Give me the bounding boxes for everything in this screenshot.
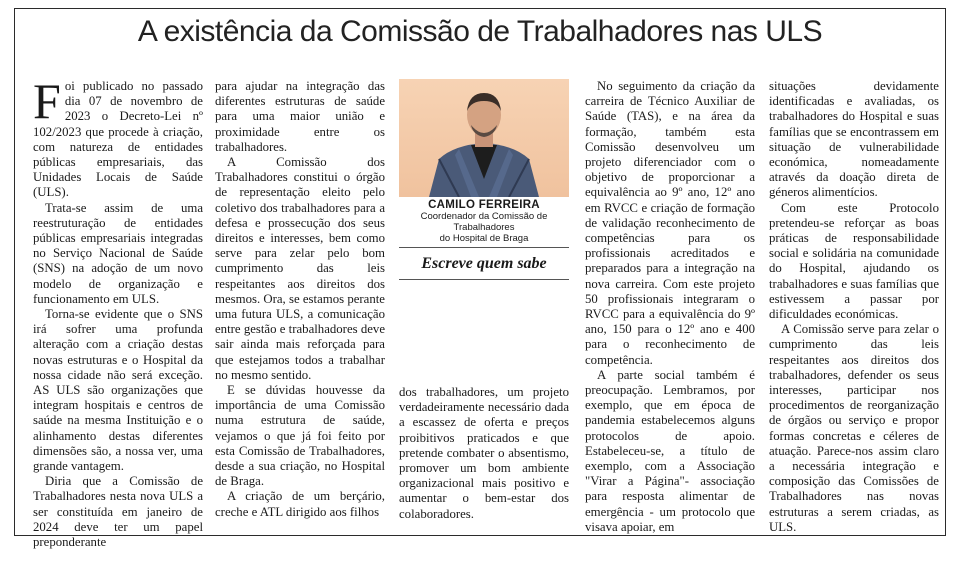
paragraph: situações devidamente identificadas e avaliadas, os trabalhadores do Hospital e suas famílias que se encontrassem em situação de vulnerabilidade económica, nomeadamente através da doação direta de géneros alimentícios. [769, 79, 939, 200]
section-title: Escreve quem sabe [421, 255, 547, 272]
newspaper-page [14, 8, 946, 550]
paragraph: Diria que a Comissão de Trabalhadores nesta nova ULS a ser constituída em janeiro de 2024 deve ter um papel preponderante [33, 474, 203, 550]
drop-cap: F [33, 73, 61, 129]
author-role: Coordenador da Comissão de Trabalhadores [420, 211, 548, 233]
headline: A existência da Comissão de Trabalhadores nas ULS [137, 15, 823, 48]
paragraph: A parte social também é preocupação. Lembramos, por exemplo, que em época de pandemia estabelecemos alguns protocolos de apoio. Estabeleceu-se, a título de exemplo, com a Associação "Virar a Página"- associação para resposta alimentar de emergência - um protocolo que visava apoiar, em [585, 367, 755, 534]
paragraph: Com este Protocolo pretendeu-se reforçar as boas práticas de responsabilidade social e solidária na comunidade do Hospital, ajudando os trabalhadores e suas famílias que estivessem a passar por dificuldades económicas. [769, 200, 939, 322]
article-column-5 [769, 79, 939, 535]
paragraph: E se dúvidas houvesse da importância de uma Comissão numa estrutura de saúde, vejamos o que já foi feito por esta Comissão de Trabalhadores, desde a sua criação, no Hospital de Braga. [215, 383, 385, 489]
paragraph: A Comissão dos Trabalhadores constitui o órgão de representação eleito pelo coletivo dos trabalhadores para a defesa e prossecução dos seus direitos e interesses, bem como serve para zelar pelo bom cumprimento das leis respeitantes aos direitos dos mesmos. Ora, se estamos perante uma futura ULS, a comunicação entre gestão e trabalhadores deve sair ainda mais reforçada para que estejamos todos a trabalhar no mesmo sentido. [215, 155, 385, 382]
article-column-1 [33, 73, 203, 550]
author-byline [399, 199, 569, 244]
paragraph: dos trabalhadores, um projeto verdadeiramente necessário dada a escassez de oferta e preços proibitivos praticados e que pretende combater o absentismo, promover um bom ambiente organizacional mais positivo e aumentar o bem-estar dos colaboradores. [399, 385, 569, 521]
article-column-2 [215, 79, 385, 520]
article-column-4 [585, 79, 755, 535]
author-affiliation: do Hospital de Braga [439, 233, 529, 244]
paragraph: Torna-se evidente que o SNS irá sofrer uma profunda alteração com a criação destas novas estruturas e o Hospital da nossa cidade não será exceção. AS ULS são organizações que integram hospitais e centros de saúde na mesma Instituição e o alinhamento destas diferentes dimensões são, a nossa ver, uma grande vantagem. [33, 307, 203, 474]
article-column-3 [399, 385, 569, 522]
paragraph [33, 73, 203, 201]
author-portrait-icon [399, 79, 569, 197]
paragraph-text: oi publicado no passado dia 07 de novembro de 2023 o Decreto-Lei nº 102/2023 que procede à criação, com natureza de entidades públicas empresariais, das Unidades Locais de Saúde (ULS). [33, 79, 203, 200]
divider [399, 247, 569, 248]
paragraph: A criação de um berçário, creche e ATL dirigido aos filhos [215, 489, 385, 519]
paragraph: para ajudar na integração das diferentes estruturas de saúde para uma maior união e proximidade entre os trabalhadores. [215, 79, 385, 154]
paragraph: No seguimento da criação da carreira de Técnico Auxiliar de Saúde (TAS), e na área da formação, também esta Comissão desenvolveu um projeto diferenciador com o objetivo de proporcionar a equivalência ao 9º ano, 12º ano em RVCC e criação de formação de validação reconhecimento de competências para os profissionais acreditados e preparados para a integração na nova carreira. Com este projeto 50 profissionais integraram o RVCC para a equivalência do 9º ano, 150 para o 12º ano e 400 para o reconhecimento de competência. [585, 79, 755, 367]
author-name: CAMILO FERREIRA [428, 199, 540, 211]
paragraph: Trata-se assim de uma reestruturação de entidades públicas empresariais integradas no Serviço Nacional de Saúde (SNS) na adoção de um novo modelo de organização e funcionamento em ULS. [33, 200, 203, 306]
divider [399, 279, 569, 280]
author-photo [399, 79, 569, 197]
paragraph: A Comissão serve para zelar o cumprimento das leis respeitantes aos direitos dos trabalhadores, defender os seus interesses, participar nos procedimentos de reorganização de órgãos ou serviço e propor formas concretas e céleres de atuação. Parece-nos assim claro a necessária integração e composição das Comissões de Trabalhadores nas novas estruturas a serem criadas, as ULS. [769, 322, 939, 534]
